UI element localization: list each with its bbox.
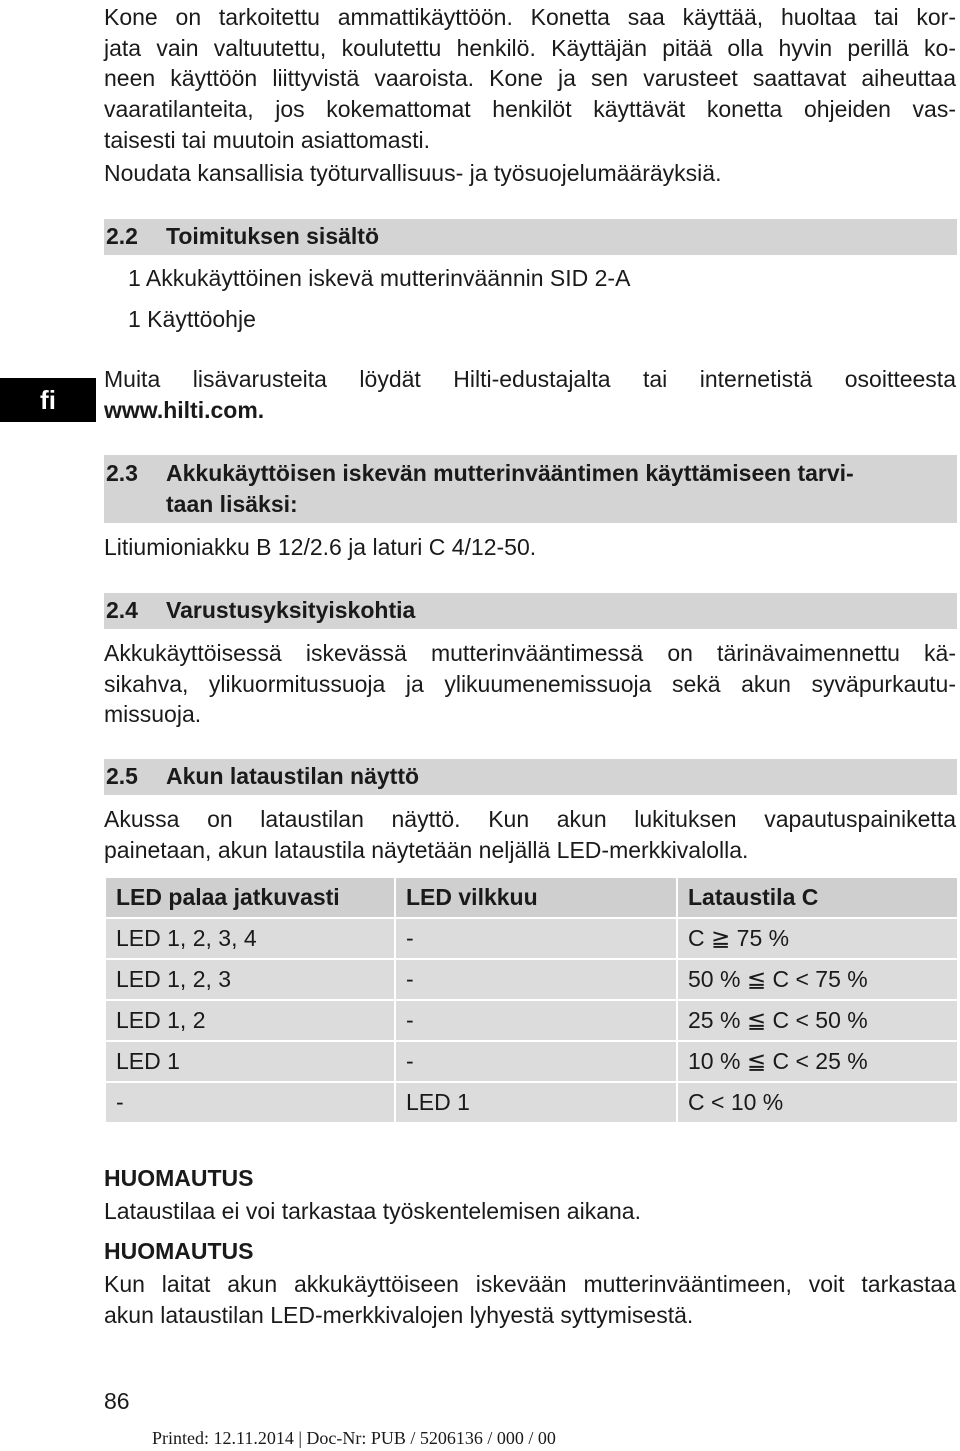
table-cell: - xyxy=(395,1041,677,1082)
section-2-4-header xyxy=(104,593,957,629)
intro-line: jata vain valtuutettu, koulutettu henkilö. Käyttäjän pitää olla hyvin perillä ko- xyxy=(104,34,956,61)
table-row xyxy=(105,918,958,959)
section-title: Toimituksen sisältö xyxy=(166,223,380,249)
column-header: LED palaa jatkuvasti xyxy=(105,877,395,918)
section-title: Akkukäyttöisen iskevän mutterinvääntimen käyttämiseen tarvi- xyxy=(166,460,854,486)
language-tab: fi xyxy=(0,378,96,422)
print-footer: Printed: 12.11.2014 | Doc-Nr: PUB / 5206136 / 000 / 00 xyxy=(152,1428,556,1448)
note-heading: HUOMAUTUS xyxy=(104,1165,254,1191)
section-number: 2.5 xyxy=(106,763,138,789)
section-number: 2.3 xyxy=(106,460,138,486)
table-cell: LED 1 xyxy=(105,1041,395,1082)
table-row xyxy=(105,959,958,1000)
charge-indicator-line: Akussa on lataustilan näyttö. Kun akun lukituksen vapautuspainiketta xyxy=(104,806,956,832)
section-number: 2.2 xyxy=(106,223,138,249)
table-cell: LED 1 xyxy=(395,1082,677,1123)
table-header-row xyxy=(105,877,958,918)
section-number: 2.4 xyxy=(106,597,138,623)
section-2-3-header xyxy=(104,455,957,523)
delivery-item: 1 Akkukäyttöinen iskevä mutterinväännin SID 2-A xyxy=(128,265,631,291)
table-cell: C < 10 % xyxy=(677,1082,958,1123)
page-number: 86 xyxy=(104,1388,130,1414)
section-2-2-header xyxy=(104,219,957,255)
intro-line: taisesti tai muutoin asiattomasti. xyxy=(104,126,430,153)
delivery-item: 1 Käyttöohje xyxy=(128,306,256,332)
table-row xyxy=(105,1082,958,1123)
charge-indicator-line: painetaan, akun lataustila näytetään neljällä LED-merkkivalolla. xyxy=(104,836,749,863)
table-cell: 50 % ≦ C < 75 % xyxy=(677,959,958,1000)
note-paragraph xyxy=(104,1269,956,1330)
note-heading: HUOMAUTUS xyxy=(104,1238,254,1264)
note-text: Kun laitat akun akkukäyttöiseen iskevään mutterinvääntimeen, voit tarkastaa xyxy=(104,1271,956,1297)
table-row xyxy=(105,1041,958,1082)
features-line: sikahva, ylikuormitussuoja ja ylikuumenemissuoja sekä akun syväpurkautu- xyxy=(104,670,956,697)
features-line: missuoja. xyxy=(104,701,202,728)
section-title: Varustusyksityiskohtia xyxy=(166,597,416,623)
features-paragraph xyxy=(104,638,956,730)
accessories-text: Muita lisävarusteita löydät Hilti-edustajalta tai internetistä osoitteesta xyxy=(104,366,956,392)
column-header: Lataustila C xyxy=(677,877,958,918)
battery-charger-text: Litiumioniakku B 12/2.6 ja laturi C 4/12-50. xyxy=(104,534,537,560)
section-title-continued: taan lisäksi: xyxy=(166,491,298,517)
column-header: LED vilkkuu xyxy=(395,877,677,918)
table-cell: - xyxy=(395,959,677,1000)
intro-paragraph xyxy=(104,2,956,156)
hilti-url-link[interactable]: www.hilti.com. xyxy=(104,396,265,423)
section-title: Akun lataustilan näyttö xyxy=(166,763,420,789)
table-cell: LED 1, 2, 3 xyxy=(105,959,395,1000)
table-cell: 10 % ≦ C < 25 % xyxy=(677,1041,958,1082)
intro-line: Kone on tarkoitettu ammattikäyttöön. Konetta saa käyttää, huoltaa tai kor- xyxy=(104,4,956,30)
regulation-text: Noudata kansallisia työturvallisuus- ja työsuojelumääräyksiä. xyxy=(104,160,722,186)
intro-line: vaaratilanteita, jos kokemattomat henkilöt käyttävät konetta ohjeiden vas- xyxy=(104,96,956,123)
intro-line: neen käyttöön liittyvistä vaaroista. Kone ja sen varusteet saattavat aiheuttaa xyxy=(104,65,956,92)
table-cell: C ≧ 75 % xyxy=(677,918,958,959)
table-cell: LED 1, 2 xyxy=(105,1000,395,1041)
note-text: Lataustilaa ei voi tarkastaa työskentelemisen aikana. xyxy=(104,1198,641,1224)
table-cell: LED 1, 2, 3, 4 xyxy=(105,918,395,959)
led-status-table xyxy=(104,876,959,1124)
accessories-paragraph xyxy=(104,364,956,425)
table-cell: - xyxy=(105,1082,395,1123)
charge-indicator-paragraph xyxy=(104,804,956,865)
section-2-5-header xyxy=(104,759,957,795)
table-cell: 25 % ≦ C < 50 % xyxy=(677,1000,958,1041)
features-line: Akkukäyttöisessä iskevässä mutterinvääntimessä on tärinävaimennettu kä- xyxy=(104,640,956,666)
table-row xyxy=(105,1000,958,1041)
table-cell: - xyxy=(395,918,677,959)
note-text: akun lataustilan LED-merkkivalojen lyhyestä syttymisestä. xyxy=(104,1301,694,1328)
table-cell: - xyxy=(395,1000,677,1041)
